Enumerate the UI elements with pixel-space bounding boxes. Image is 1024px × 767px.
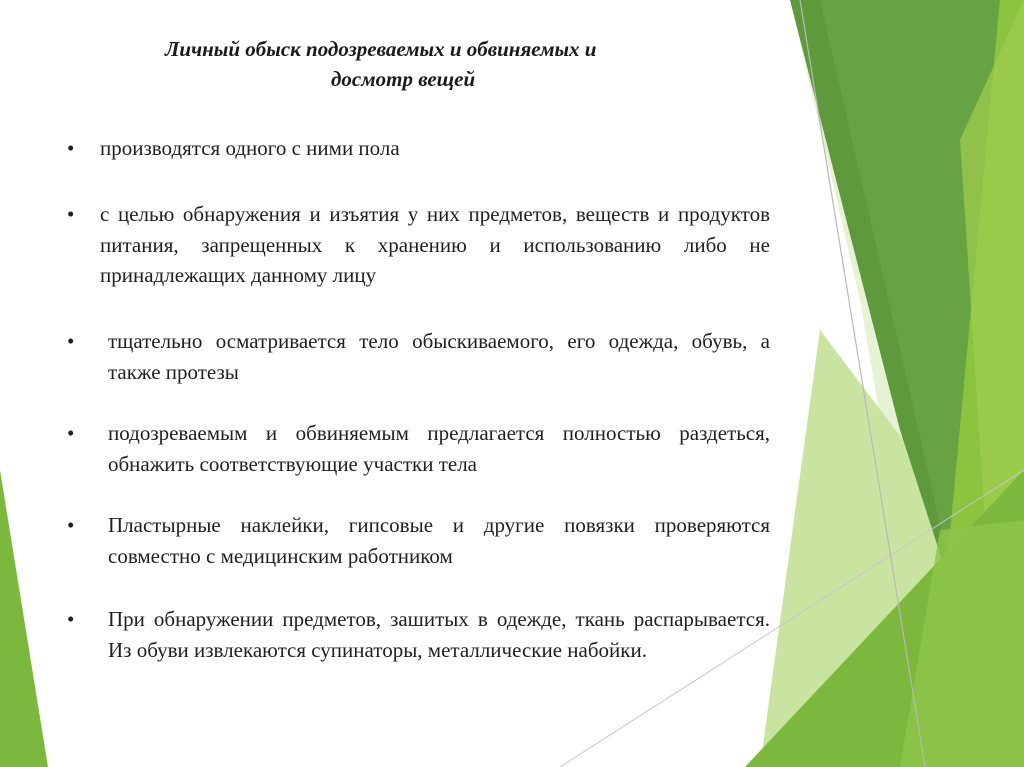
left-accent-shape <box>0 470 48 767</box>
bullet-icon: • <box>67 421 75 445</box>
bullet-icon: • <box>67 329 75 353</box>
bullet-icon: • <box>67 607 75 631</box>
bullet-icon: • <box>67 136 75 160</box>
list-item-text: При обнаружении предметов, зашитых в одежде, ткань распарывается. Из обуви извлекаются супинаторы, металлические набойки. <box>108 607 770 662</box>
list-item-text: производятся одного с ними пола <box>100 136 400 160</box>
list-item <box>67 604 770 665</box>
list-item-text: тщательно осматривается тело обыскиваемого, его одежда, обувь, а также протезы <box>108 329 770 384</box>
list-item <box>67 418 770 479</box>
list-item-text: подозреваемым и обвиняемым предлагается полностью раздеться, обнажить соответствующие участки тела <box>108 421 770 476</box>
bullet-icon: • <box>67 202 75 226</box>
title-line-2: досмотр вещей <box>331 67 476 91</box>
list-item <box>67 326 770 387</box>
list-item-text: Пластырные наклейки, гипсовые и другие повязки проверяются совместно с медицинским работником <box>108 513 770 568</box>
bullet-icon: • <box>67 513 75 537</box>
list-item <box>67 199 770 291</box>
list-item <box>67 133 770 164</box>
title-line-1: Личный обыск подозреваемых и обвиняемых и <box>165 37 597 61</box>
list-item-text: с целью обнаружения и изъятия у них предметов, веществ и продуктов питания, запрещенных к хранению и использованию либо не принадлежащих данному лицу <box>100 202 770 287</box>
list-item <box>67 510 770 571</box>
